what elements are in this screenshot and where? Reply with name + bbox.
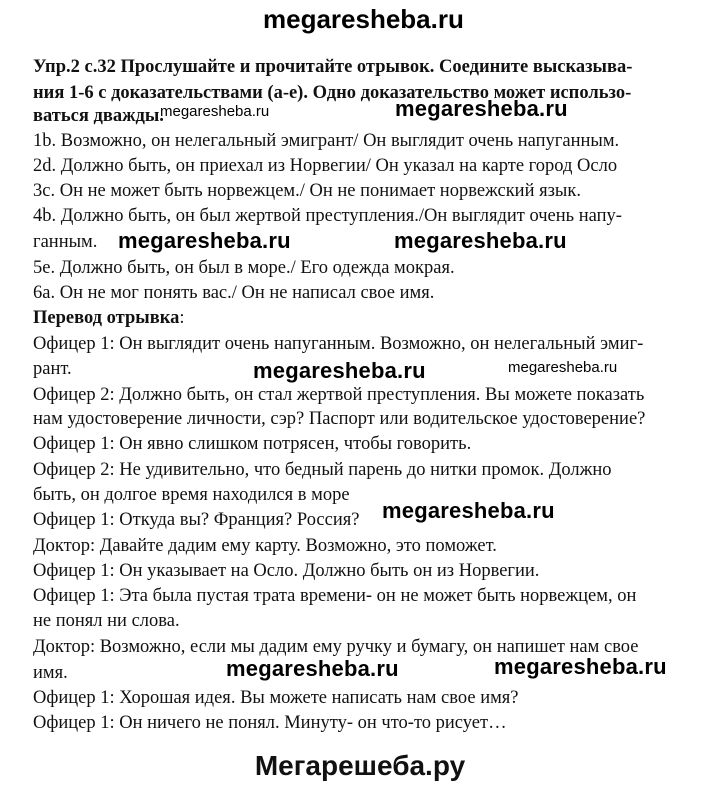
translation-line: Офицер 1: Откуда вы? Франция? Россия? xyxy=(33,510,360,530)
translation-line: Офицер 1: Он указывает на Осло. Должно быть он из Норвегии. xyxy=(33,561,540,581)
large-watermark: megaresheba.ru xyxy=(118,228,291,253)
task-line-1: Упр.2 с.32 Прослушайте и прочитайте отрывок. Соедините высказыва- xyxy=(33,57,633,77)
answer-line: 2d. Должно быть, он приехал из Норвегии/ Он указал на карте город Осло xyxy=(33,156,618,176)
translation-line: быть, он долгое время находился в море xyxy=(33,485,350,505)
translation-line: Офицер 1: Он явно слишком потрясен, чтобы говорить. xyxy=(33,434,472,454)
answer-line: 4b. Должно быть, он был жертвой преступления./Он выглядит очень напу- xyxy=(33,206,622,226)
large-watermark: megaresheba.ru xyxy=(494,654,667,679)
translation-line: Доктор: Возможно, если мы дадим ему ручку и бумагу, он напишет нам свое xyxy=(33,637,639,657)
translation-heading xyxy=(33,309,184,328)
translation-heading-text: Перевод отрывка xyxy=(33,308,180,328)
answer-line: 3c. Он не может быть норвежцем./ Он не понимает норвежский язык. xyxy=(33,181,581,201)
task-line-3: ваться дважды. xyxy=(33,106,164,126)
large-watermark: megaresheba.ru xyxy=(394,228,567,253)
footer-site-title: Мегарешеба.ру xyxy=(254,750,466,781)
large-watermark: megaresheba.ru xyxy=(382,498,555,523)
translation-line: не понял ни слова. xyxy=(33,611,180,631)
task-line-2: ния 1-6 с доказательствами (a-e). Одно доказательство может использо- xyxy=(33,83,632,103)
answer-line: ганным. xyxy=(33,232,98,252)
answer-line: 5e. Должно быть, он был в море./ Его одежда мокрая. xyxy=(33,258,455,278)
answer-line: 6a. Он не мог понять вас./ Он не написал свое имя. xyxy=(33,283,435,303)
translation-line: Офицер 1: Эта была пустая трата времени- он не может быть норвежцем, он xyxy=(33,586,637,606)
translation-line: имя. xyxy=(33,663,68,683)
small-watermark: megaresheba.ru xyxy=(160,103,270,120)
translation-line: Офицер 2: Не удивительно, что бедный парень до нитки промок. Должно xyxy=(33,460,612,480)
large-watermark: megaresheba.ru xyxy=(253,358,426,383)
large-watermark: megaresheba.ru xyxy=(395,96,568,121)
translation-line: Офицер 1: Он выглядит очень напуганным. Возможно, он нелегальный эмиг- xyxy=(33,334,644,354)
translation-line: Офицер 1: Он ничего не понял. Минуту- он что-то рисует… xyxy=(33,713,507,733)
translation-line: Офицер 2: Должно быть, он стал жертвой преступления. Вы можете показать xyxy=(33,385,645,405)
large-watermark: megaresheba.ru xyxy=(226,656,399,681)
translation-line: Офицер 1: Хорошая идея. Вы можете написать нам свое имя? xyxy=(33,688,519,708)
translation-line: рант. xyxy=(33,359,72,379)
translation-line: нам удостоверение личности, сэр? Паспорт или водительское удостоверение? xyxy=(33,409,646,429)
translation-heading-colon: : xyxy=(179,308,185,328)
translation-line: Доктор: Давайте дадим ему карту. Возможно, это поможет. xyxy=(33,536,497,556)
small-watermark: megaresheba.ru xyxy=(508,359,618,376)
answer-line: 1b. Возможно, он нелегальный эмигрант/ Он выглядит очень напуганным. xyxy=(33,131,620,151)
header-site-watermark: megaresheba.ru xyxy=(263,4,464,34)
